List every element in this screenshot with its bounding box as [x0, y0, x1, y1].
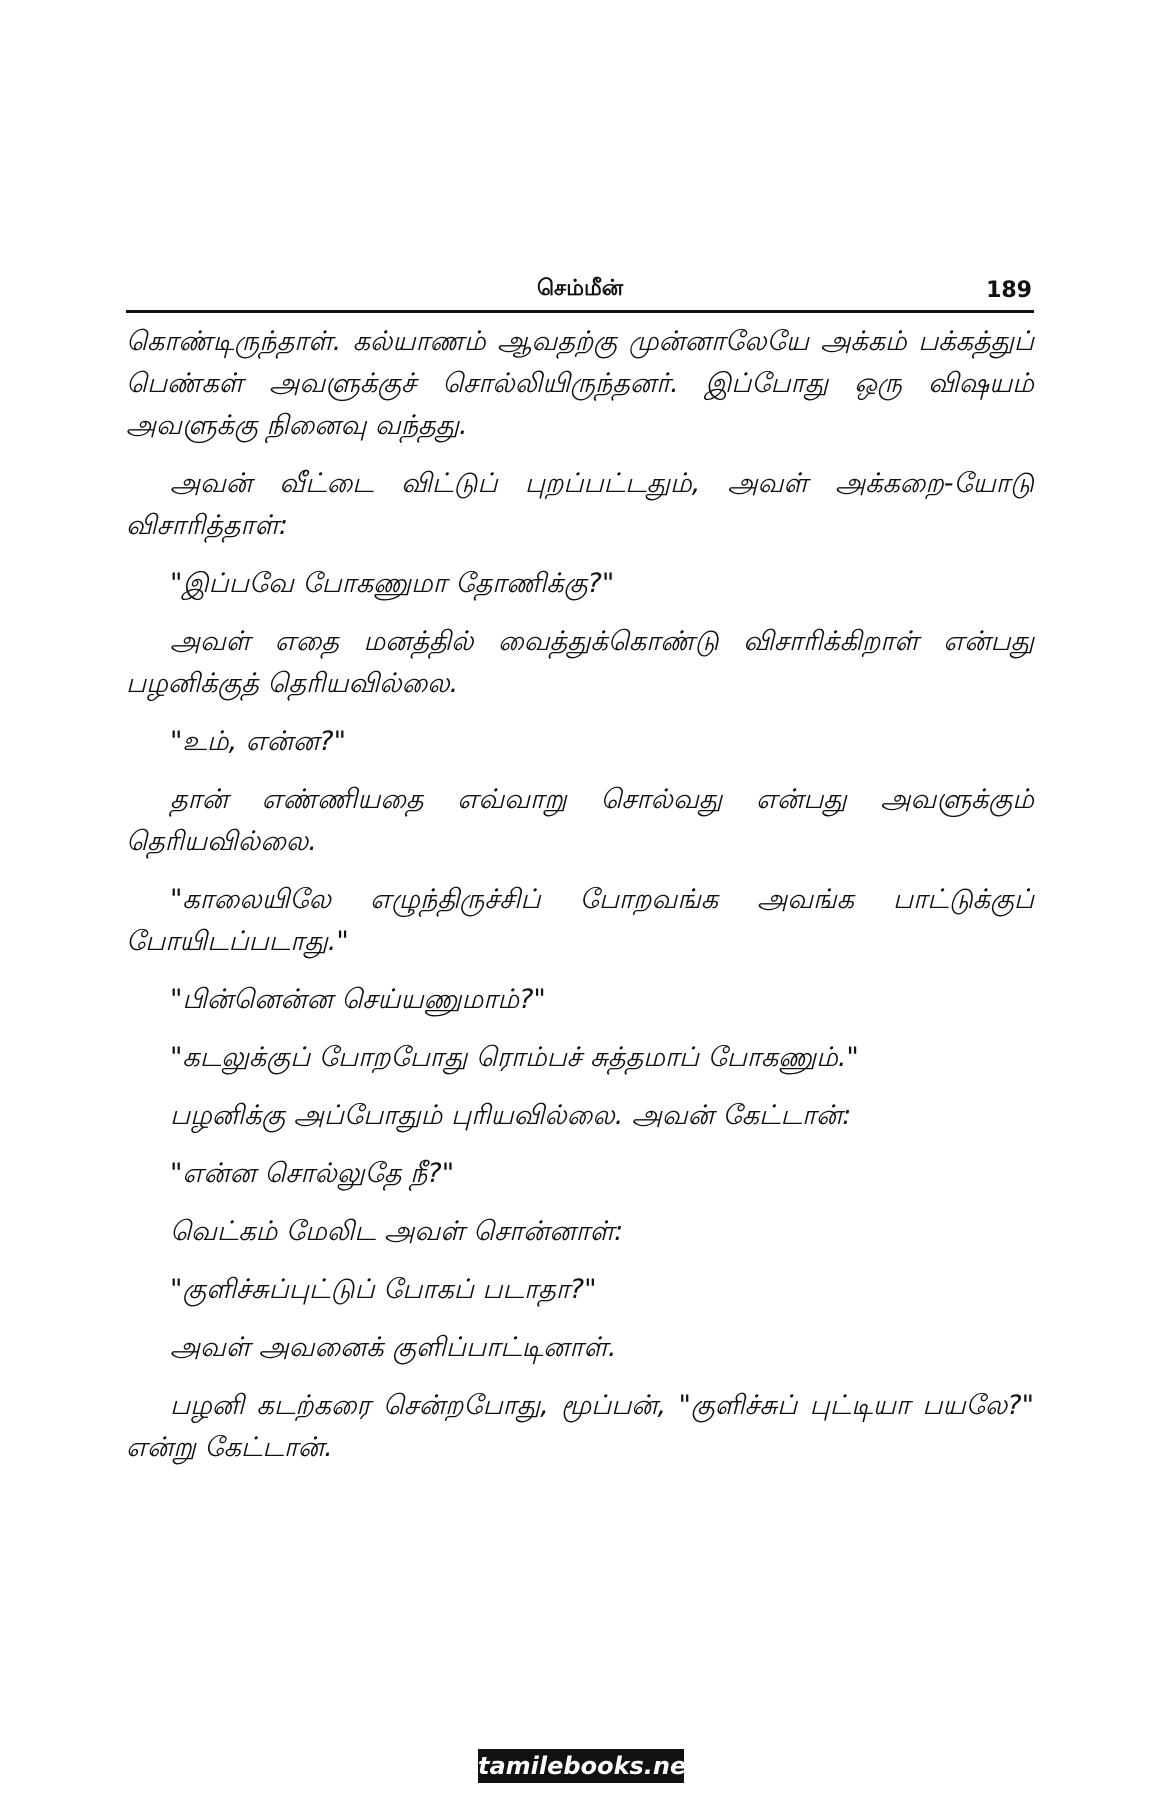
paragraph: தான் எண்ணியதை எவ்வாறு சொல்வது என்பது அவளுக்கும் தெரியவில்லை.	[126, 784, 1034, 857]
paragraph: கொண்டிருந்தாள். கல்யாணம் ஆவதற்கு முன்னாலேயே அக்கம் பக்கத்துப் பெண்கள் அவளுக்குச் சொல்லியிருந்தனர். இப்போது ஒரு விஷயம் அவளுக்கு நினைவு வந்தது.	[126, 326, 1034, 441]
dialogue-line: "குளிச்சுப்புட்டுப் போகப் படாதா?"	[170, 1274, 597, 1305]
running-header	[126, 270, 1034, 313]
dialogue-line: "காலையிலே எழுந்திருச்சிப் போறவங்க அவங்க பாட்டுக்குப் போயிடப்படாது."	[126, 884, 1034, 957]
paragraph: வெட்கம் மேலிட அவள் சொன்னாள்:	[170, 1216, 624, 1247]
paragraph: அவன் வீட்டை விட்டுப் புறப்பட்டதும், அவள் அக்கறை-யோடு விசாரித்தாள்:	[126, 468, 1034, 541]
dialogue-line: "இப்பவே போகணுமா தோணிக்கு?"	[170, 568, 615, 599]
book-title: செம்மீன்	[536, 276, 624, 301]
dialogue-line: "பின்னென்ன செய்யணுமாம்?"	[170, 984, 546, 1015]
paragraph: பழனிக்கு அப்போதும் புரியவில்லை. அவன் கேட்டான்:	[170, 1100, 852, 1131]
dialogue-line: "கடலுக்குப் போறபோது ரொம்பச் சுத்தமாப் போகணும்."	[170, 1042, 859, 1073]
dialogue-line: "உம், என்ன?"	[170, 726, 346, 757]
body-text	[126, 321, 1034, 1469]
paragraph: அவள் எதை மனத்தில் வைத்துக்கொண்டு விசாரிக்கிறாள் என்பது பழனிக்குத் தெரியவில்லை.	[126, 626, 1034, 699]
dialogue-line: "என்ன சொல்லுதே நீ?"	[170, 1158, 455, 1189]
paragraph: அவள் அவனைக் குளிப்பாட்டினாள்.	[170, 1332, 617, 1363]
page-number: 189	[986, 278, 1032, 303]
book-page	[126, 270, 1034, 1485]
watermark-link: tamilebooks.net	[478, 1749, 684, 1783]
paragraph: பழனி கடற்கரை சென்றபோது, மூப்பன், "குளிச்சுப் புட்டியா பயலே?" என்று கேட்டான்.	[126, 1390, 1034, 1463]
